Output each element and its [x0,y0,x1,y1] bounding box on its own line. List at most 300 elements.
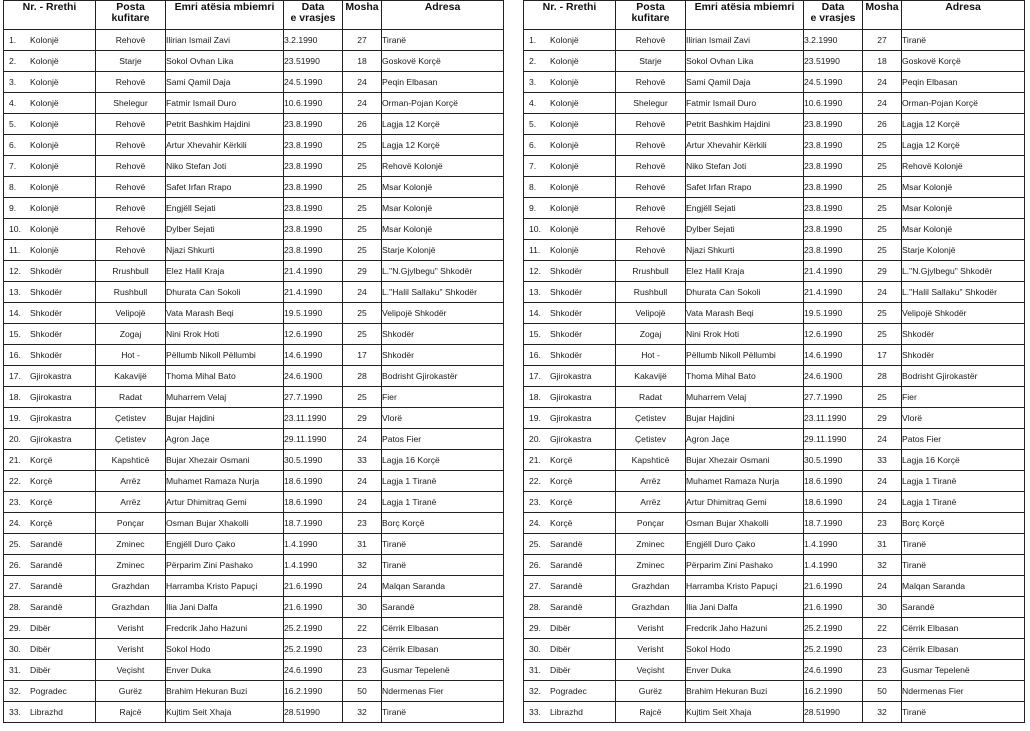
cell-posta-kufitare: Verisht [96,639,166,660]
cell-data: 19.5.1990 [804,303,863,324]
cell-posta-kufitare: Kapshticë [616,450,686,471]
cell-nr-rrethi [4,576,96,597]
victims-table-left [3,0,504,723]
cell-adresa: Goskovë Korçë [902,51,1025,72]
cell-emri: Dhurata Can Sokoli [166,282,284,303]
header-adresa: Adresa [902,1,1025,30]
cell-emri: Nini Rrok Hoti [166,324,284,345]
cell-adresa: Malqan Saranda [902,576,1025,597]
cell-emri: Njazi Shkurti [166,240,284,261]
table-row [524,513,1025,534]
district: Shkodër [550,308,583,318]
cell-adresa: L."N.Gjylbegu" Shkodër [902,261,1025,282]
district: Sarandë [550,602,583,612]
cell-mosha: 25 [863,156,902,177]
table-row [524,471,1025,492]
cell-data: 23.8.1990 [804,156,863,177]
district: Kolonjë [550,245,579,255]
cell-mosha: 22 [343,618,382,639]
cell-data: 16.2.1990 [804,681,863,702]
cell-nr-rrethi [4,618,96,639]
table-row [4,429,504,450]
cell-data: 18.7.1990 [804,513,863,534]
cell-nr-rrethi [524,156,616,177]
district: Gjirokastra [30,392,72,402]
table-row [524,660,1025,681]
table-row [4,660,504,681]
table-row [524,177,1025,198]
cell-emri: Sokol Ovhan Lika [686,51,804,72]
table-row [524,387,1025,408]
row-number: 2. [529,56,537,66]
cell-posta-kufitare: Verisht [96,618,166,639]
cell-adresa: Tiranë [902,702,1025,723]
district: Korçë [550,497,573,507]
table-row [524,156,1025,177]
cell-nr-rrethi [4,408,96,429]
cell-mosha: 26 [343,114,382,135]
cell-emri: Sami Qamil Daja [686,72,804,93]
cell-mosha: 25 [343,324,382,345]
cell-emri: Muharrem Velaj [166,387,284,408]
row-number: 3. [9,77,17,87]
cell-emri: Sami Qamil Daja [166,72,284,93]
cell-posta-kufitare: Starje [616,51,686,72]
row-number: 1. [529,35,537,45]
cell-data: 21.6.1990 [284,597,343,618]
cell-posta-kufitare: Rehovë [616,114,686,135]
cell-adresa: Shkodër [382,345,504,366]
cell-emri: Artur Dhimitraq Gemi [686,492,804,513]
row-number: 8. [9,182,17,192]
cell-posta-kufitare: Rehovë [96,72,166,93]
cell-data: 25.2.1990 [284,639,343,660]
district: Kolonjë [30,140,59,150]
row-number: 20. [9,434,21,444]
table-row [524,597,1025,618]
cell-posta-kufitare: Rehovë [616,30,686,51]
cell-data: 23.8.1990 [804,219,863,240]
cell-emri: Ilirian Ismail Zavi [166,30,284,51]
cell-emri: Osman Bujar Xhakolli [686,513,804,534]
district: Kolonjë [30,35,59,45]
cell-adresa: Lagja 12 Korçë [902,114,1025,135]
cell-adresa: Msar Kolonjë [382,219,504,240]
cell-adresa: Msar Kolonjë [382,177,504,198]
cell-nr-rrethi [524,450,616,471]
district: Kolonjë [30,182,59,192]
cell-adresa: Patos Fier [902,429,1025,450]
cell-adresa: Orman-Pojan Korçë [382,93,504,114]
cell-adresa: Tiranë [902,534,1025,555]
table-row [524,366,1025,387]
cell-data: 24.6.1990 [284,660,343,681]
header-data: Data e vrasjes [804,1,863,30]
table-row [4,198,504,219]
district: Gjirokastra [30,371,72,381]
cell-data: 21.6.1990 [804,597,863,618]
row-number: 22. [529,476,541,486]
cell-data: 23.8.1990 [284,219,343,240]
cell-mosha: 24 [863,72,902,93]
cell-data: 24.5.1990 [804,72,863,93]
cell-mosha: 29 [343,408,382,429]
cell-adresa: Tiranë [382,534,504,555]
cell-posta-kufitare: Veçisht [616,660,686,681]
cell-mosha: 26 [863,114,902,135]
row-number: 14. [9,308,21,318]
district: Dibër [550,644,571,654]
cell-data: 24.6.1900 [804,366,863,387]
row-number: 16. [9,350,21,360]
cell-data: 18.6.1990 [284,471,343,492]
row-number: 28. [529,602,541,612]
table-row [524,240,1025,261]
cell-posta-kufitare: Radat [96,387,166,408]
cell-mosha: 24 [863,492,902,513]
table-row [4,93,504,114]
cell-emri: Thoma Mihal Bato [166,366,284,387]
cell-adresa: Shkodër [902,324,1025,345]
row-number: 5. [529,119,537,129]
cell-data: 23.51990 [284,51,343,72]
header-mosha: Mosha [343,1,382,30]
district: Kolonjë [550,203,579,213]
cell-data: 23.8.1990 [804,177,863,198]
cell-posta-kufitare: Verisht [616,639,686,660]
table-row [4,450,504,471]
row-number: 12. [529,266,541,276]
cell-nr-rrethi [524,555,616,576]
cell-posta-kufitare: Kakavijë [96,366,166,387]
district: Sarandë [30,539,63,549]
cell-emri: Brahim Hekuran Buzi [686,681,804,702]
cell-mosha: 33 [343,450,382,471]
cell-nr-rrethi [524,660,616,681]
cell-mosha: 28 [863,366,902,387]
cell-nr-rrethi [4,240,96,261]
district: Korçë [550,518,573,528]
cell-mosha: 28 [343,366,382,387]
row-number: 32. [9,686,21,696]
cell-posta-kufitare: Rehovë [616,240,686,261]
cell-adresa: Rehovë Kolonjë [902,156,1025,177]
cell-data: 23.8.1990 [804,198,863,219]
cell-nr-rrethi [524,219,616,240]
table-row [4,30,504,51]
row-number: 24. [529,518,541,528]
table-row [4,261,504,282]
district: Kolonjë [30,77,59,87]
cell-adresa: Tiranë [382,702,504,723]
cell-emri: Dylber Sejati [166,219,284,240]
cell-adresa: Bodrisht Gjirokastër [902,366,1025,387]
cell-mosha: 23 [863,639,902,660]
cell-posta-kufitare: Verisht [616,618,686,639]
cell-data: 10.6.1990 [804,93,863,114]
row-number: 23. [9,497,21,507]
cell-emri: Artur Xhevahir Kërkili [166,135,284,156]
cell-nr-rrethi [524,429,616,450]
cell-mosha: 17 [863,345,902,366]
row-number: 29. [9,623,21,633]
cell-nr-rrethi [524,702,616,723]
cell-emri: Fredcrik Jaho Hazuni [166,618,284,639]
cell-data: 19.5.1990 [284,303,343,324]
cell-posta-kufitare: Çetistev [96,429,166,450]
table-row [4,555,504,576]
cell-emri: Sokol Hodo [686,639,804,660]
cell-data: 23.8.1990 [284,240,343,261]
cell-mosha: 30 [343,597,382,618]
cell-mosha: 23 [343,639,382,660]
header-emri: Emri atësia mbiemri [166,1,284,30]
cell-adresa: Msar Kolonjë [902,177,1025,198]
cell-nr-rrethi [524,240,616,261]
cell-adresa: Fier [382,387,504,408]
cell-mosha: 24 [863,576,902,597]
district: Shkodër [30,350,63,360]
cell-adresa: Vlorë [902,408,1025,429]
cell-nr-rrethi [524,366,616,387]
cell-mosha: 27 [343,30,382,51]
cell-data: 23.8.1990 [284,135,343,156]
cell-adresa: Tiranë [382,30,504,51]
cell-adresa: Goskovë Korçë [382,51,504,72]
row-number: 31. [9,665,21,675]
cell-data: 21.4.1990 [284,282,343,303]
cell-mosha: 25 [863,177,902,198]
cell-mosha: 25 [343,135,382,156]
cell-mosha: 31 [863,534,902,555]
district: Sarandë [30,581,63,591]
cell-emri: Artur Dhimitraq Gemi [166,492,284,513]
cell-mosha: 18 [343,51,382,72]
district: Sarandë [550,560,583,570]
cell-data: 25.2.1990 [804,639,863,660]
table-row [524,51,1025,72]
cell-nr-rrethi [524,471,616,492]
row-number: 14. [529,308,541,318]
header-adresa: Adresa [382,1,504,30]
cell-mosha: 24 [863,282,902,303]
cell-posta-kufitare: Rehovë [616,72,686,93]
cell-posta-kufitare: Arrëz [616,471,686,492]
cell-posta-kufitare: Rrushbull [616,261,686,282]
cell-posta-kufitare: Kapshticë [96,450,166,471]
table-row [4,303,504,324]
cell-data: 23.8.1990 [284,177,343,198]
table-row [4,282,504,303]
cell-nr-rrethi [4,135,96,156]
table-row [524,282,1025,303]
cell-posta-kufitare: Starje [96,51,166,72]
cell-emri: Fatmir Ismail Duro [686,93,804,114]
cell-posta-kufitare: Velipojë [616,303,686,324]
cell-emri: Nini Rrok Hoti [686,324,804,345]
district: Pogradec [30,686,67,696]
district: Kolonjë [30,98,59,108]
cell-emri: Dhurata Can Sokoli [686,282,804,303]
cell-data: 27.7.1990 [804,387,863,408]
row-number: 11. [9,245,21,255]
table-row [4,639,504,660]
district: Gjirokastra [550,371,592,381]
cell-data: 14.6.1990 [284,345,343,366]
row-number: 7. [9,161,17,171]
cell-nr-rrethi [524,198,616,219]
table-row [4,240,504,261]
cell-nr-rrethi [4,177,96,198]
cell-posta-kufitare: Rushbull [616,282,686,303]
district: Kolonjë [550,140,579,150]
cell-adresa: Rehovë Kolonjë [382,156,504,177]
cell-data: 24.5.1990 [284,72,343,93]
cell-data: 18.7.1990 [284,513,343,534]
district: Shkodër [550,329,583,339]
cell-emri: Pëllumb Nikoll Pëllumbi [686,345,804,366]
cell-emri: Petrit Bashkim Hajdini [686,114,804,135]
cell-emri: Muhamet Ramaza Nurja [686,471,804,492]
district: Kolonjë [550,182,579,192]
cell-emri: Agron Jaçe [166,429,284,450]
cell-posta-kufitare: Rushbull [96,282,166,303]
cell-emri: Kujtim Seit Xhaja [686,702,804,723]
cell-adresa: Starje Kolonjë [382,240,504,261]
table-row [524,534,1025,555]
district: Korçë [550,476,573,486]
cell-nr-rrethi [4,51,96,72]
cell-posta-kufitare: Ponçar [96,513,166,534]
cell-data: 1.4.1990 [284,555,343,576]
district: Kolonjë [550,56,579,66]
cell-adresa: Lagja 1 Tiranë [382,471,504,492]
row-number: 19. [529,413,541,423]
table-row [524,72,1025,93]
cell-mosha: 24 [343,72,382,93]
table-row [524,639,1025,660]
cell-nr-rrethi [4,555,96,576]
district: Dibër [30,644,51,654]
cell-emri: Niko Stefan Joti [166,156,284,177]
cell-data: 16.2.1990 [284,681,343,702]
cell-mosha: 50 [343,681,382,702]
table-row [4,135,504,156]
cell-posta-kufitare: Arrëz [616,492,686,513]
cell-mosha: 24 [863,93,902,114]
cell-emri: Vata Marash Beqi [686,303,804,324]
cell-mosha: 25 [863,324,902,345]
cell-posta-kufitare: Zogaj [96,324,166,345]
district: Sarandë [550,539,583,549]
table-row [4,492,504,513]
district: Gjirokastra [30,434,72,444]
district: Korçë [550,455,573,465]
row-number: 18. [9,392,21,402]
cell-mosha: 18 [863,51,902,72]
table-row [4,156,504,177]
cell-emri: Elez Halil Kraja [686,261,804,282]
cell-nr-rrethi [4,324,96,345]
cell-nr-rrethi [4,282,96,303]
cell-posta-kufitare: Hot - [616,345,686,366]
cell-nr-rrethi [524,282,616,303]
cell-nr-rrethi [4,114,96,135]
table-row [4,51,504,72]
cell-data: 3.2.1990 [804,30,863,51]
row-number: 10. [9,224,21,234]
cell-adresa: Cërrik Elbasan [382,639,504,660]
table-row [4,597,504,618]
cell-posta-kufitare: Hot - [96,345,166,366]
row-number: 26. [529,560,541,570]
district: Kolonjë [550,35,579,45]
cell-adresa: Lagja 16 Korçë [382,450,504,471]
district: Korçë [30,518,53,528]
cell-posta-kufitare: Grazhdan [616,597,686,618]
table-row [4,534,504,555]
cell-data: 27.7.1990 [284,387,343,408]
cell-nr-rrethi [4,702,96,723]
cell-mosha: 24 [863,429,902,450]
cell-data: 1.4.1990 [284,534,343,555]
cell-mosha: 29 [863,408,902,429]
table-row [524,429,1025,450]
cell-mosha: 23 [863,513,902,534]
table-row [524,618,1025,639]
cell-emri: Enver Duka [686,660,804,681]
cell-posta-kufitare: Rehovë [96,135,166,156]
cell-adresa: Malqan Saranda [382,576,504,597]
district: Kolonjë [550,161,579,171]
cell-data: 10.6.1990 [284,93,343,114]
cell-emri: Sokol Hodo [166,639,284,660]
cell-mosha: 24 [863,471,902,492]
row-number: 15. [529,329,541,339]
cell-posta-kufitare: Kakavijë [616,366,686,387]
row-number: 5. [9,119,17,129]
cell-posta-kufitare: Rehovë [96,156,166,177]
cell-posta-kufitare: Rrushbull [96,261,166,282]
table-row [524,324,1025,345]
cell-adresa: Velipojë Shkodër [382,303,504,324]
cell-mosha: 29 [343,261,382,282]
cell-nr-rrethi [524,387,616,408]
cell-data: 28.51990 [284,702,343,723]
cell-adresa: Shkodër [382,324,504,345]
district: Shkodër [550,287,583,297]
table-row [4,114,504,135]
cell-emri: Përparim Zini Pashako [686,555,804,576]
cell-adresa: Msar Kolonjë [902,198,1025,219]
cell-posta-kufitare: Çetistev [616,408,686,429]
cell-data: 23.8.1990 [804,240,863,261]
cell-data: 25.2.1990 [804,618,863,639]
table-row [4,345,504,366]
cell-adresa: Lagja 12 Korçë [902,135,1025,156]
cell-data: 30.5.1990 [804,450,863,471]
cell-mosha: 24 [343,576,382,597]
table-row [524,303,1025,324]
row-number: 17. [9,371,21,381]
cell-nr-rrethi [4,471,96,492]
cell-nr-rrethi [524,618,616,639]
cell-adresa: Peqin Elbasan [382,72,504,93]
district: Gjirokastra [30,413,72,423]
cell-emri: Fredcrik Jaho Hazuni [686,618,804,639]
table-row [524,261,1025,282]
district: Sarandë [30,602,63,612]
